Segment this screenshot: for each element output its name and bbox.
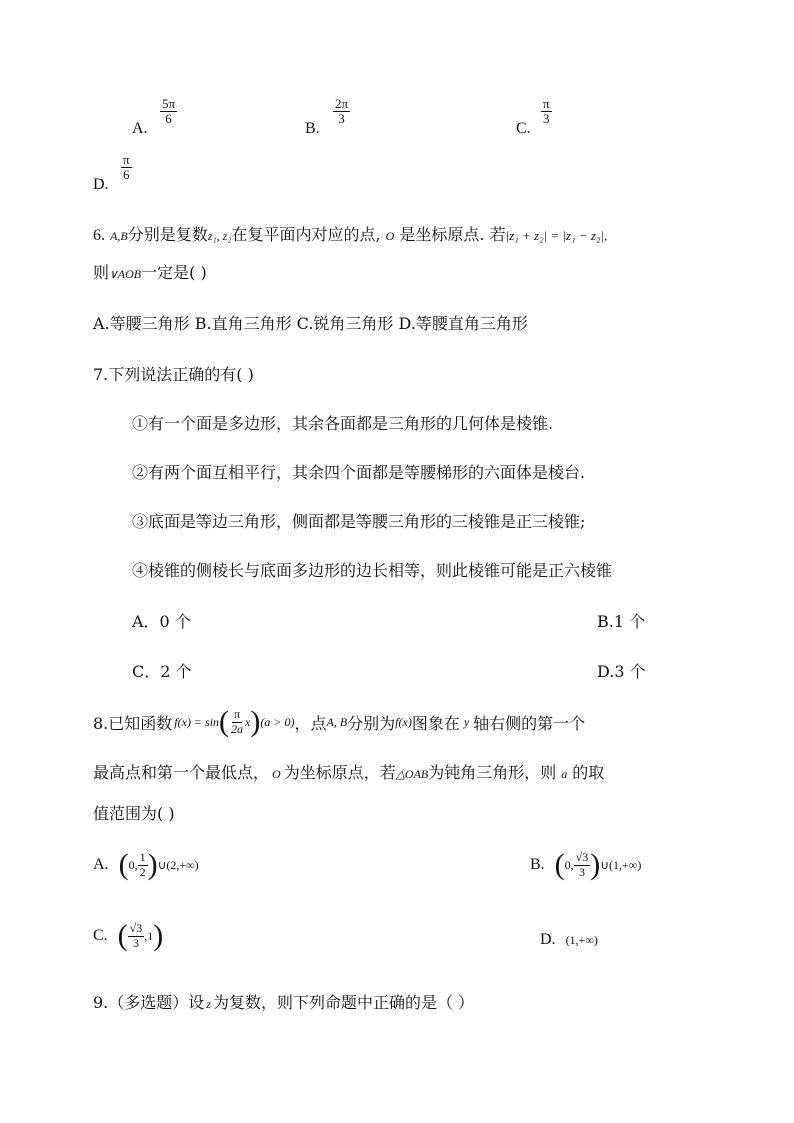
fraction [128, 922, 145, 949]
q8-option-b [530, 850, 641, 880]
numerator: √3 [575, 850, 589, 865]
option-label: C. [93, 927, 108, 944]
q8-option-d [540, 929, 598, 949]
origin-o: O [272, 767, 281, 781]
q8-option-a [93, 850, 199, 880]
numerator: π [543, 96, 550, 111]
origin-o: O [385, 229, 395, 243]
param-a: a [561, 767, 568, 781]
triangle-oab: △OAB [395, 767, 429, 781]
q7-option-d: D.3 个 [597, 662, 646, 681]
q8-line2c: 为钝角三角形，则 [428, 763, 557, 782]
right-paren: ) [590, 848, 601, 881]
interval-start: 0, [128, 857, 138, 872]
q7-option-c: C．2 个 [132, 662, 192, 681]
q7-statement-1: ①有一个面是多边形，其余各面都是三角形的几何体是棱锥. [132, 414, 554, 433]
q5-option-d-fraction [121, 153, 132, 183]
q6-options: A.等腰三角形 B.直角三角形 C.锐角三角形 D.等腰直角三角形 [93, 314, 528, 333]
q6-stem-line1 [93, 222, 607, 245]
q8-text-4: 图象在 [411, 713, 460, 733]
interval-start: 0, [564, 857, 574, 872]
q9-stem [93, 990, 474, 1013]
variable-x: x [245, 714, 251, 729]
q9-text-2: 为复数，则下列命题中正确的是（ ） [212, 993, 475, 1012]
q8-fraction [229, 708, 245, 735]
q5-option-c-fraction [541, 97, 552, 127]
q8-line2b: 为坐标原点，若 [283, 763, 396, 782]
denominator: 6 [165, 111, 172, 127]
variable-z: z [206, 997, 211, 1011]
interval-rest: ∪(2,+∞) [157, 857, 199, 872]
numerator: π [234, 707, 241, 722]
numerator: π [123, 152, 130, 167]
q8-text-2: ，点 [294, 713, 327, 733]
numerator: 1 [139, 850, 146, 865]
left-paren: ( [118, 848, 129, 881]
q7-option-b: B.1 个 [597, 612, 646, 631]
condition: (a > 0) [260, 714, 295, 729]
denominator: 2a [231, 721, 244, 736]
q8-text-5: 轴右侧的第一个 [473, 713, 586, 733]
q6-text-2: 在复平面内对应的点, [231, 225, 381, 244]
points-ab: A,B [110, 229, 128, 243]
q5-option-c [516, 120, 531, 138]
q8-stem-line2 [93, 760, 604, 783]
q7-statement-2: ②有两个面互相平行，其余四个面都是等腰梯形的六面体是棱台. [132, 463, 586, 482]
q8-line2a: 最高点和第一个最低点， [93, 763, 270, 782]
interval-rest: ,1 [144, 928, 154, 943]
left-paren: ( [554, 848, 565, 881]
left-paren: ( [117, 919, 128, 952]
complex-numbers: z₁, z₂ [207, 229, 232, 243]
fraction [574, 851, 591, 878]
function-f2: f(x) [395, 714, 412, 729]
question-number: 6. [93, 227, 105, 244]
q6-text-1: 分别是复数 [127, 225, 208, 244]
right-paren: ) [250, 705, 261, 738]
numerator: 2π [335, 96, 349, 111]
denominator: 3 [338, 111, 345, 127]
q5-option-a-fraction [160, 97, 177, 127]
option-label: B. [530, 856, 545, 873]
option-label: C. [516, 120, 531, 137]
denominator: 2 [139, 864, 146, 879]
q7-statement-3: ③底面是等边三角形，侧面都是等腰三角形的三棱锥是正三棱锥; [132, 512, 586, 531]
denominator: 6 [123, 167, 130, 183]
q9-text-1: 9.（多选题）设 [93, 993, 205, 1012]
q8-stem-line1 [93, 707, 585, 737]
option-label: D. [540, 931, 556, 948]
q5-option-b [305, 120, 320, 138]
triangle-aob: ∨AOB [109, 267, 142, 281]
right-paren: ) [153, 919, 164, 952]
option-label: A. [93, 856, 109, 873]
q8-option-c [93, 921, 163, 951]
option-label: A. [132, 120, 148, 137]
q6-text-3: 是坐标原点. 若 [399, 225, 506, 244]
interval: (1,+∞) [565, 933, 598, 947]
fraction [138, 851, 148, 878]
q5-option-a [132, 120, 148, 138]
q8-line2d: 的取 [572, 763, 605, 782]
q6-stem-line2 [93, 260, 207, 283]
option-label: B. [305, 120, 320, 137]
left-paren: ( [219, 705, 230, 738]
q6-text-4: 则 [93, 263, 110, 282]
function-f: f(x) = sin [174, 714, 220, 729]
numerator: √3 [129, 921, 143, 936]
interval-rest: ∪(1,+∞) [600, 857, 642, 872]
q5-option-b-fraction [333, 97, 350, 127]
numerator: 5π [162, 96, 176, 111]
points-ab: A, B [326, 714, 348, 729]
y-axis-label: y [463, 714, 470, 729]
denominator: 3 [543, 111, 550, 127]
q8-text-3: 分别为 [347, 713, 396, 733]
q7-option-a: A．0 个 [132, 612, 191, 631]
modulus-condition: |z₁ + z₂| = |z₁ − z₂|, [505, 228, 608, 243]
option-label: D. [93, 176, 109, 193]
right-paren: ) [147, 848, 158, 881]
q7-statement-4: ④棱锥的侧棱长与底面多边形的边长相等，则此棱锥可能是正六棱锥 [132, 561, 613, 580]
q6-text-5: 一定是( ) [141, 263, 207, 282]
q8-stem-line3: 值范围为( ) [93, 804, 175, 823]
q7-stem: 7.下列说法正确的有( ) [93, 365, 254, 384]
denominator: 3 [578, 864, 585, 879]
q5-option-d [93, 176, 109, 194]
denominator: 3 [132, 935, 139, 950]
q8-text-1: 8.已知函数 [93, 713, 173, 733]
